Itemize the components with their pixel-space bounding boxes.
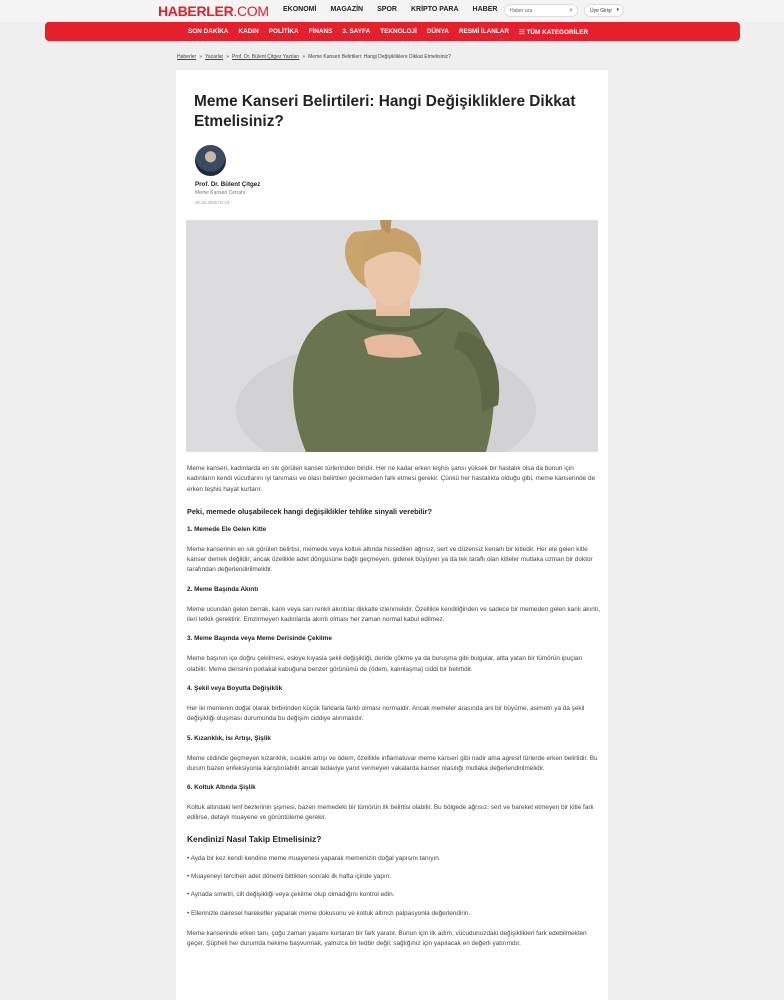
nav-tum-kategoriler-label: TÜM KATEGORİLER (526, 29, 589, 36)
nav-son-dakika[interactable]: SON DAKİKA (188, 28, 229, 35)
top-nav-spor[interactable]: SPOR (377, 6, 397, 13)
main-nav (188, 28, 588, 36)
menu-icon: ☰ (518, 29, 527, 36)
breadcrumb-separator: » (226, 54, 229, 60)
list-item: • Muayeneyi tercihen adet dönemi bittikten sonraki ilk hafta içinde yapın. (187, 873, 392, 881)
section-text: Meme kanserinin en sık görülen belirtisi, memede veya koltuk altında hissedilen ağrısız, sert ve düzensiz kenarlı bir kitledir. Her ele gelen kitle kanser demek değildir; ancak özellikle adet döngüsüne bağlı geçmeyen, giderek büyüyen ya da tek taraflı olan kitleler mutlaka uzman bir doktor tarafından değerlendirilmelidir. (187, 545, 593, 574)
page-title: Meme Kanseri Belirtileri: Hangi Değişikliklere Dikkat Etmelisiniz? (194, 93, 576, 130)
section-text: Her iki memenin doğal olarak birbirinden küçük farklarla farklı olması normaldir. Ancak memeler arasında ani bir büyüme, asimetri ya da şekil değişikliği oluşması durumunda bu değişim ciddiye alınmalıdır. (187, 704, 585, 723)
nav-teknoloji[interactable]: TEKNOLOJİ (380, 28, 417, 35)
breadcrumb-separator: » (302, 54, 306, 60)
section-text: Meme başının içe doğru çekilmesi, eskiye kıyasla şekil değişikliği, deride çökme ya da buruşma gibi bulgular, altta yatan bir tümörün ipuçları olabilir. Meme derisinin portakal kabuğuna benzer görünümü de (ödem, kalınlaşma) ciddi bir belirtidir. (187, 655, 583, 673)
login-button[interactable] (584, 4, 624, 17)
main-nav-bar (45, 22, 740, 41)
site-logo[interactable]: HABERLER.COM (158, 3, 269, 19)
nav-politika[interactable]: POLİTİKA (268, 28, 299, 35)
avatar[interactable] (195, 145, 226, 176)
breadcrumb (177, 54, 451, 60)
article-intro: Meme kanseri, kadınlarda en sık görülen kanser türlerinden biridir. Her ne kadar erken teşhis şansı yüksek bir hastalık olsa da bunun için kadınların kendi vücutlarını iyi tanıması ve olası belirtileri gecikmeden fark etmesi gerekir. Çünkü her hastalıkta olduğu gibi, meme kanserinde de erken teşhis hayat kurtarır. (187, 465, 596, 493)
top-nav-haber[interactable]: HABER (472, 6, 498, 13)
list-item: • Ayda bir kez kendi kendine meme muayenesi yaparak memenizin doğal yapısını tanıyın. (187, 854, 441, 862)
section-text: Meme ucundan gelen berrak, kanlı veya sarı renkli akıntılar dikkatle izlenmelidir. Özellikle kendiliğinden ve sadece bir memeden gelen kanlı akıntı, ileri tetkik gerektirir. Emzirmeyen kadınlarda akıntı olması her zaman normal kabul edilmez. (187, 605, 601, 624)
section-heading: 1. Memede Ele Gelen Kitle (187, 525, 267, 533)
top-nav-kripto-para[interactable]: KRİPTO PARA (410, 6, 459, 13)
section-heading: 3. Meme Başında veya Meme Derisinde Çekilme (187, 635, 332, 643)
search-icon[interactable]: ⌕ (569, 7, 573, 14)
section-heading: 2. Meme Başında Akıntı (187, 585, 259, 593)
hero-photo (186, 220, 598, 452)
nav-finans[interactable]: FİNANS (308, 28, 333, 35)
list-item: • Aynada simetri, cilt değişikliği veya çekilme olup olmadığını kontrol edin. (187, 891, 395, 899)
search-input[interactable] (504, 4, 578, 17)
breadcrumb-haberler[interactable]: Haberler (177, 54, 197, 60)
followup-heading: Kendinizi Nasıl Takip Etmelisiniz? (187, 833, 322, 844)
author-role: Meme Kanseri Cerrahı (195, 190, 246, 196)
top-nav (283, 6, 497, 13)
section-heading: 4. Şekil veya Boyutta Değişiklik (187, 684, 283, 692)
section-heading: 6. Koltuk Altında Şişlik (187, 784, 256, 792)
top-nav-ekonomi[interactable]: EKONOMİ (283, 6, 317, 13)
chevron-down-icon: ▾ (616, 7, 619, 13)
breadcrumb-yazarlar[interactable]: Yazarlar (204, 54, 224, 60)
publish-date: 30.04.2025 04:33 (195, 200, 230, 205)
breadcrumb-author-posts[interactable]: Prof. Dr. Bülent Çitgez Yazıları (232, 54, 300, 60)
section-text: Meme cildinde geçmeyen kızarıklık, sıcaklık artışı ve ödem, özellikle inflamatuvar meme kanseri gibi nadir ama agresif türlerde erken belirtidir. Bu durum bazen enfeksiyonla karıştırılabilir ancak tedaviye yanıt vermeyen vakalarda kanser olasılığı mutlaka değerlendirilmelidir. (187, 754, 598, 772)
nav-resmi-ilanlar[interactable]: RESMİ İLANLAR (458, 28, 509, 35)
breadcrumb-separator: » (199, 54, 202, 60)
article-body (187, 464, 601, 950)
author-name[interactable]: Prof. Dr. Bülent Çitgez (195, 181, 261, 188)
nav-3-sayfa[interactable]: 3. SAYFA (342, 28, 371, 35)
nav-dunya[interactable]: DÜNYA (426, 28, 449, 35)
article-hero-image (186, 220, 598, 452)
nav-tum-kategoriler[interactable] (519, 28, 588, 36)
nav-kadin[interactable]: KADIN (238, 28, 259, 35)
article-question: Peki, memede oluşabilecek hangi değişiklikler tehlike sinyali verebilir? (187, 506, 432, 516)
top-header (0, 0, 784, 22)
breadcrumb-current: Meme Kanseri Belirtileri: Hangi Değişikliklere Dikkat Etmelisiniz? (308, 54, 451, 60)
login-label: Üye Girişi (590, 8, 612, 14)
article-closing: Meme kanserinde erken tanı, çoğu zaman yaşamı kurtaran bir fark yaratır. Bunun için ilk adım, vücudunuzdaki değişiklikleri fark edebilmekten geçer. Şüpheli her durumda hekime başvurmak, yalnızca bir tedbir değil; sağlığınız için yapılacak en değerli yatırımdır. (187, 929, 587, 948)
list-item: • Ellerinizle dairesel hareketler yaparak meme dokusunu ve koltuk altınızı palpasyonla değerlendirin. (187, 909, 471, 917)
section-heading: 5. Kızarıklık, Isı Artışı, Şişlik (187, 734, 271, 742)
section-text: Koltuk altındaki lenf bezlerinin şişmesi, bazen memedeki bir tümörün ilk belirtisi olabilir. Bu bölgede ağrısız, sert ve hareket etmeyen bir kitle fark edilirse, detaylı muayene ve görüntüleme gerekir. (187, 804, 594, 822)
top-nav-magazin[interactable]: MAGAZİN (330, 6, 364, 13)
search-placeholder: Haber ara (510, 8, 533, 14)
